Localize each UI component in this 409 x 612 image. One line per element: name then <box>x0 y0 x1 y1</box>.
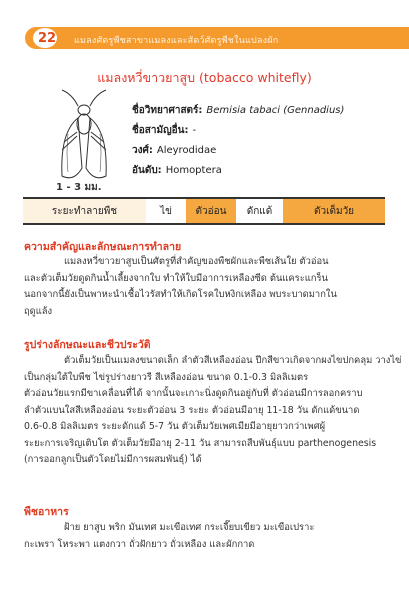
whitefly-illustration <box>44 84 124 194</box>
running-title: แมลงศัตรูพืชสาขาแมลงและสัตว์ศัตรูพืชในแปลงผัก <box>74 36 279 46</box>
morphology-line: ตัวอ่อนวัยแรกมีขาเคลื่อนที่ได้ จากนั้นจะเกาะนิ่งดูดกินอยู่กับที่ ตัวอ่อนมีการลอกคราบ <box>24 388 363 399</box>
scale-label: 1 - 3 มม. <box>56 182 102 193</box>
importance-line: แมลงหวี่ขาวยาสูบเป็นศัตรูที่สำคัญของพืชผักและพืชเส้นใย ตัวอ่อน <box>64 256 329 267</box>
importance-paragraph <box>24 254 386 320</box>
family-label: วงศ์: <box>132 145 153 156</box>
hosts-line: ฝ้าย ยาสูบ พริก มันเทศ มะเขือเทศ กระเจี๊ยบเขียว มะเขือเปราะ <box>64 522 315 533</box>
importance-heading: ความสำคัญและลักษณะการทำลาย <box>24 241 182 253</box>
damage-stage-label: ระยะทำลายพืช <box>23 199 146 223</box>
importance-line: นอกจากนี้ยังเป็นพาหะนำเชื้อไวรัสทำให้เกิดโรคใบหงิกเหลือง พบระบาดมากใน <box>24 289 337 300</box>
common-name-row <box>132 123 196 138</box>
order-row <box>132 163 222 178</box>
hosts-line: กะเพรา โหระพา แตงกวา ถั่วฝักยาว ถั่วเหลือง และผักกาด <box>24 538 255 550</box>
page-title: แมลงหวี่ขาวยาสูบ (tobacco whitefly) <box>97 70 312 85</box>
stage-adult: ตัวเต็มวัย <box>283 199 385 223</box>
hosts-heading: พืชอาหาร <box>24 506 69 518</box>
family-value: Aleyrodidae <box>156 145 217 156</box>
order-label: อันดับ: <box>132 165 162 176</box>
importance-line: ฤดูแล้ง <box>24 305 53 317</box>
morphology-line: ตัวเต็มวัยเป็นแมลงขนาดเล็ก ลำตัวสีเหลืองอ่อน ปีกสีขาวเกิดจากผงไขปกคลุม วางไข่ <box>64 355 402 366</box>
morphology-line: ระยะการเจริญเติบโต ตัวเต็มวัยมีอายุ 2-11 วัน สามารถสืบพันธุ์แบบ parthenogenesis <box>24 437 377 449</box>
scientific-name-value: Bemisia tabaci (Gennadius) <box>206 105 345 116</box>
damage-stage-table <box>23 197 385 225</box>
morphology-line: ลำตัวแบนใสสีเหลืองอ่อน ระยะตัวอ่อน 3 ระยะ ตัวอ่อนมีอายุ 11-18 วัน ดักแด้ขนาด <box>24 404 360 416</box>
page-number: 22 <box>38 31 57 46</box>
common-name-label: ชื่อสามัญอื่น: <box>132 125 189 136</box>
common-name-value: - <box>192 125 197 136</box>
importance-line: และตัวเต็มวัยดูดกินน้ำเลี้ยงจากใบ ทำให้ใบมีอาการเหลืองซีด ต้นแคระแกร็น <box>24 272 328 284</box>
family-row <box>132 143 216 158</box>
morphology-line: เป็นกลุ่มใต้ใบพืช ไข่รูปร่างยาวรี สีเหลืองอ่อน ขนาด 0.1-0.3 มิลลิเมตร <box>24 371 309 383</box>
stage-pupa: ดักแด้ <box>246 205 273 217</box>
scientific-name-label: ชื่อวิทยาศาสตร์: <box>132 105 203 116</box>
stage-egg: ไข่ <box>160 205 172 217</box>
morphology-line: 0.6-0.8 มิลลิเมตร ระยะดักแด้ 5-7 วัน ตัวเต็มวัยเพศเมียมีอายุยาวกว่าเพศผู้ <box>24 421 326 432</box>
hosts-paragraph <box>24 520 386 553</box>
morphology-heading: รูปร่างลักษณะและชีวประวัติ <box>24 339 151 351</box>
morphology-line: (การออกลูกเป็นตัวโดยไม่มีการผสมพันธุ์) ได้ <box>24 454 202 465</box>
stage-nymph: ตัวอ่อน <box>186 199 236 223</box>
page-header <box>0 27 409 49</box>
order-value: Homoptera <box>165 165 222 176</box>
scientific-name-row <box>132 103 344 118</box>
morphology-paragraph <box>24 353 402 469</box>
